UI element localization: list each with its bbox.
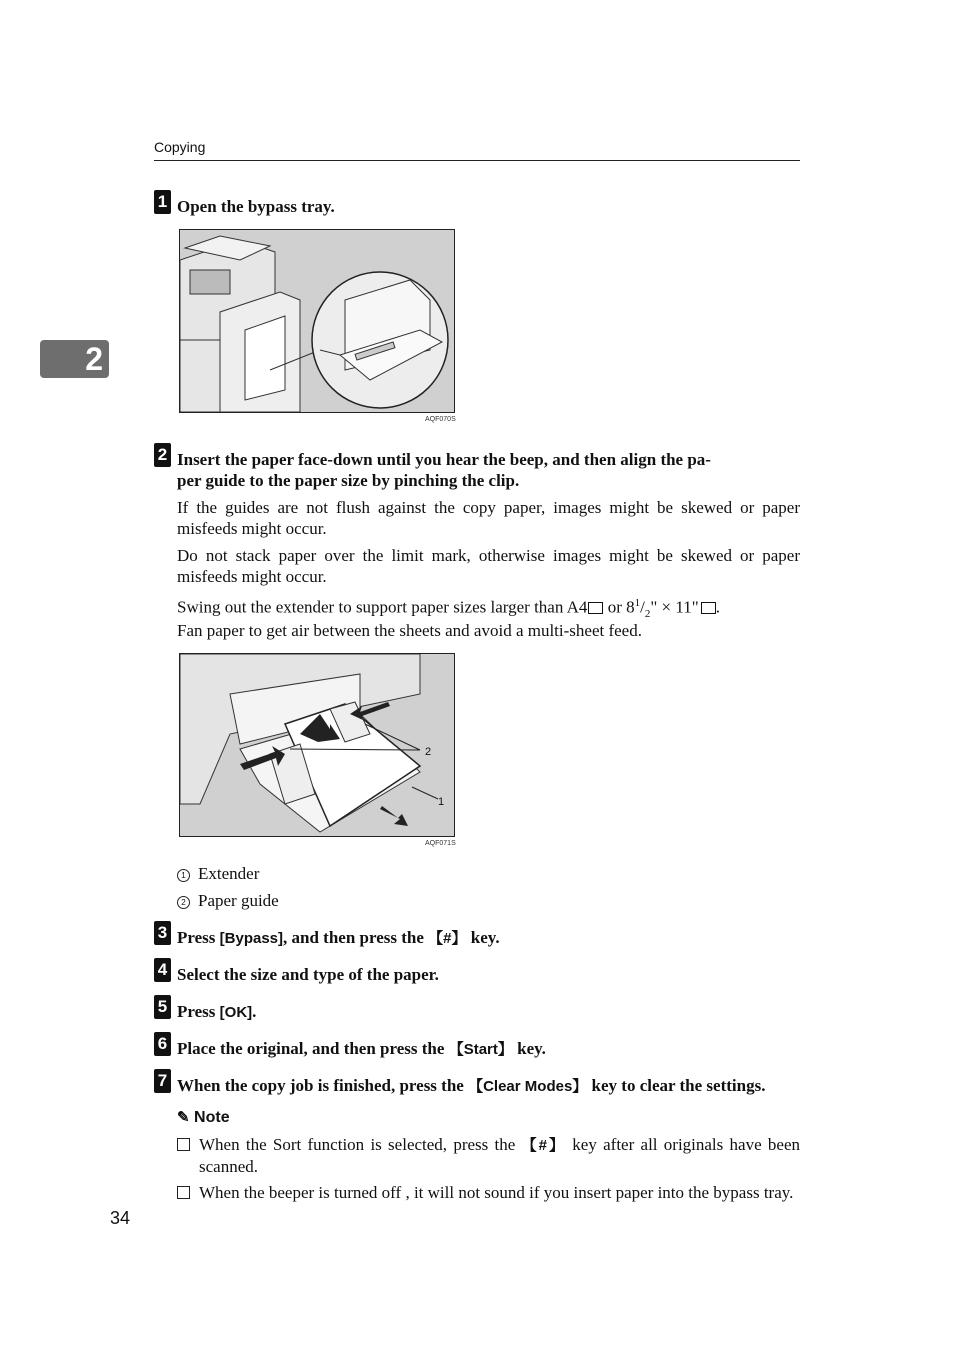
step-number-3: 3 (154, 921, 171, 945)
step-number-7: 7 (154, 1069, 171, 1093)
step-number-5: 5 (154, 995, 171, 1019)
page-number: 34 (110, 1208, 131, 1228)
callout-1: 1 (438, 796, 445, 808)
chapter-number: 2 (85, 341, 103, 377)
step-2-paragraph-2: Do not stack paper over the limit mark, otherwise images might be skewed or paper misfeeds might occur. (177, 546, 800, 586)
note-heading: ✎ Note (177, 1109, 230, 1126)
step-number-6: 6 (154, 1032, 171, 1056)
step-2-paragraph-1: If the guides are not flush against the copy paper, images might be skewed or paper misfeeds might occur. (177, 498, 800, 538)
step-2-text: Insert the paper face-down until you hear the beep, and then align the pa- per guide to the paper size by pinching the clip. (177, 450, 711, 490)
step-2-paragraph-4: Fan paper to get air between the sheets and avoid a multi-sheet feed. (177, 621, 642, 640)
paper-guide-illustration (180, 654, 454, 836)
step-1-text: Open the bypass tray. (177, 197, 335, 216)
step-7-text: When the copy job is finished, press the 【Clear Modes】 key to clear the settings. (177, 1076, 766, 1095)
checkbox-bullet-icon (177, 1138, 190, 1151)
section-title: Copying (154, 139, 206, 155)
copier-illustration (180, 230, 454, 412)
hash-key: 【#】 (521, 1137, 567, 1154)
step-2-paragraph-3: Swing out the extender to support paper sizes larger than A4 or $8^1/_2$" × 11" . (177, 597, 720, 621)
step-4-text: Select the size and type of the paper. (177, 965, 439, 984)
step-number-4: 4 (154, 958, 171, 982)
running-header (154, 138, 800, 161)
clear-modes-key: 【Clear Modes】 (468, 1078, 588, 1095)
note-item-sort: When the Sort function is selected, press the 【#】 key after all originals have been scanned. (177, 1134, 800, 1177)
figure-paper-guide (179, 653, 455, 837)
step-6-text: Place the original, and then press the 【Start】 key. (177, 1039, 546, 1058)
callout-2: 2 (425, 746, 432, 758)
landscape-paper-icon (588, 602, 603, 614)
step-number-1: 1 (154, 190, 171, 214)
note-item-beeper: When the beeper is turned off , it will not sound if you insert paper into the bypass tray. (177, 1182, 800, 1203)
figure-bypass-tray-open (179, 229, 455, 413)
pencil-icon: ✎ (177, 1109, 190, 1126)
step-number-2: 2 (154, 443, 171, 467)
chapter-tab (40, 340, 109, 378)
step-3-text: Press [Bypass], and then press the 【#】 key. (177, 928, 500, 947)
checkbox-bullet-icon (177, 1186, 190, 1199)
bypass-key: [Bypass] (219, 930, 284, 947)
figure-code: AQF070S (425, 416, 456, 423)
step-5-text: Press [OK]. (177, 1002, 257, 1021)
start-key: 【Start】 (448, 1041, 513, 1058)
legend-item-paper-guide: 2 Paper guide (177, 890, 279, 911)
figure-code: AQF071S (425, 840, 456, 847)
ok-key: [OK] (219, 1004, 253, 1021)
hash-key: 【#】 (428, 930, 467, 947)
landscape-paper-icon (701, 602, 716, 614)
legend-item-extender: 1 Extender (177, 863, 259, 884)
